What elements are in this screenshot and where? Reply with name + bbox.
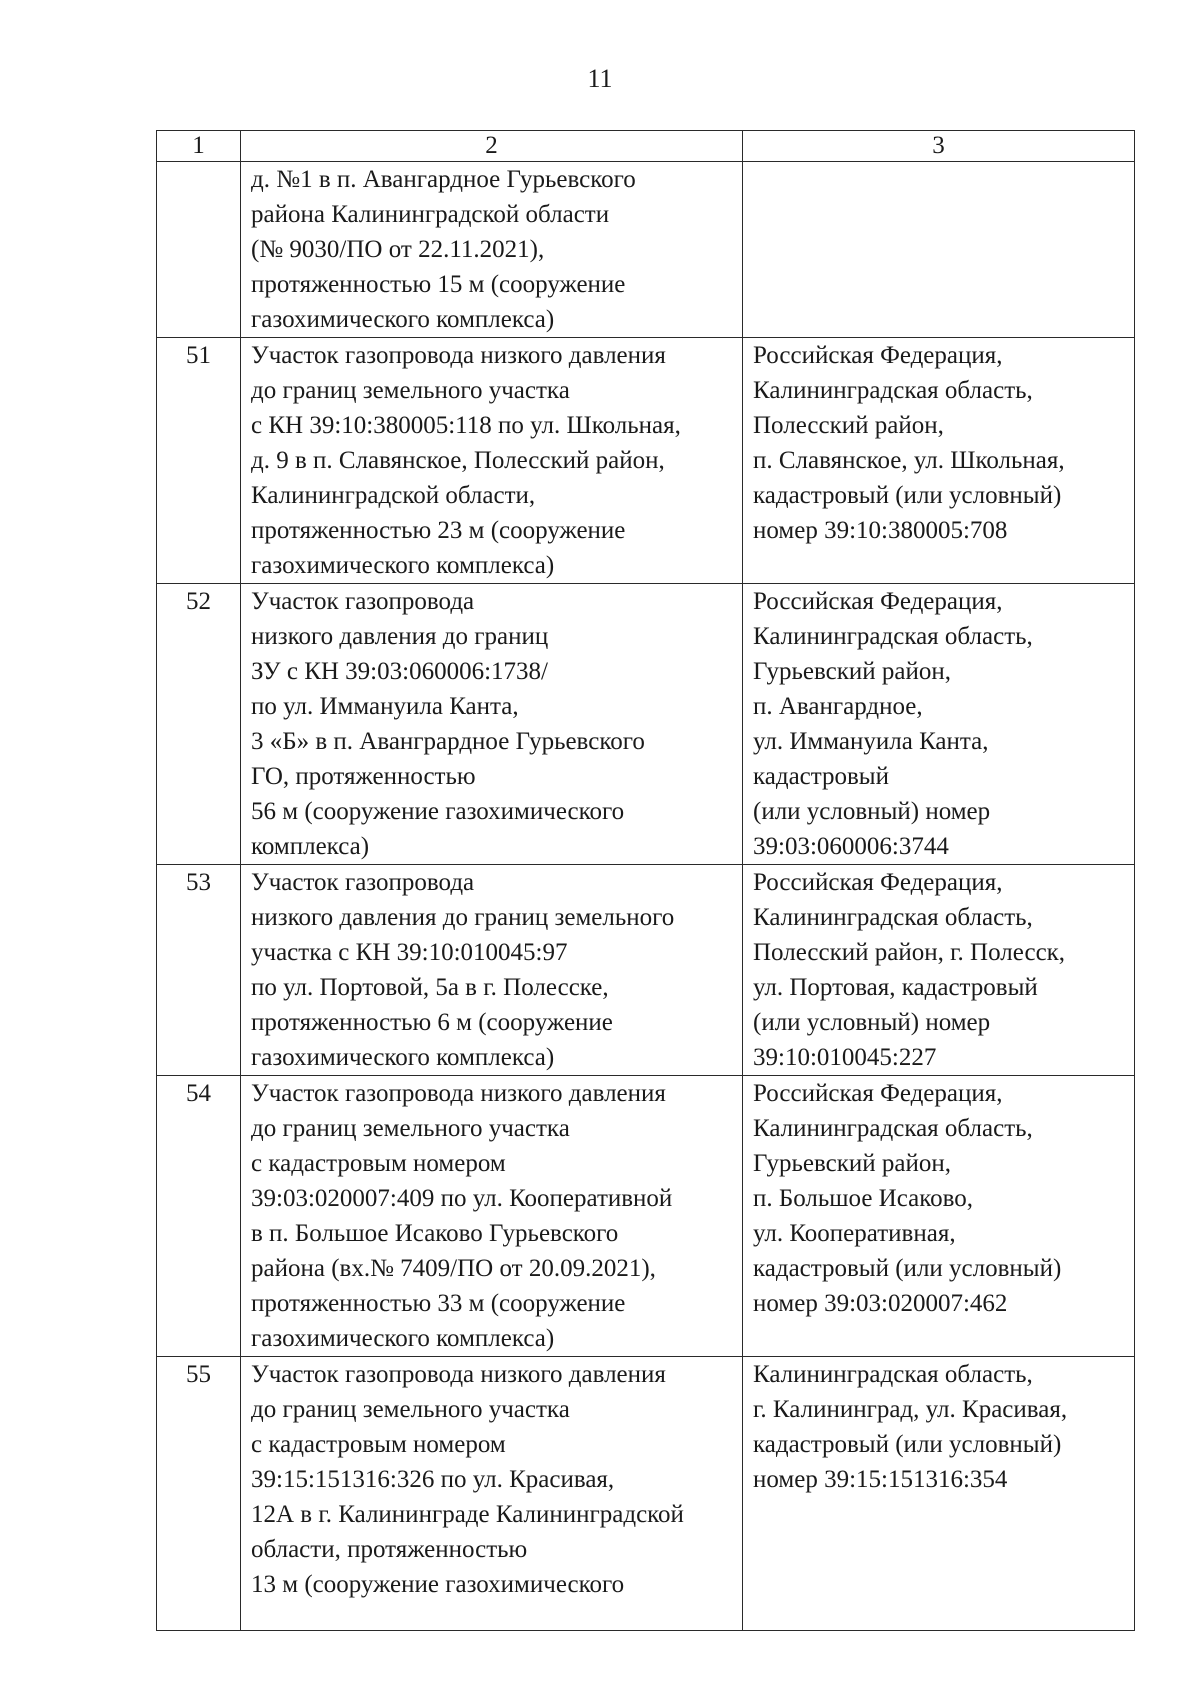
- column-header-number: 1: [157, 131, 241, 162]
- row-number-cell: 53: [157, 865, 241, 1076]
- location-line: Российская Федерация,: [753, 869, 1003, 896]
- location-line: кадастровый (или условный): [753, 1255, 1062, 1282]
- location-line: Российская Федерация,: [753, 342, 1003, 369]
- location-line: номер 39:15:151316:354: [753, 1466, 1008, 1493]
- description-line: 12А в г. Калининграде Калининградской: [251, 1501, 684, 1528]
- location-line: п. Авангардное,: [753, 693, 923, 720]
- page-number: 11: [587, 64, 613, 93]
- description-line: протяженностью 33 м (сооружение: [251, 1290, 626, 1317]
- table-row: [157, 584, 1135, 865]
- location-line: номер 39:03:020007:462: [753, 1290, 1008, 1317]
- location-line: Гурьевский район,: [753, 658, 952, 685]
- description-line: Калининградской области,: [251, 482, 536, 509]
- location-cell: [743, 865, 1135, 1076]
- description-cell: [241, 584, 743, 865]
- location-line: 39:03:060006:3744: [753, 833, 949, 860]
- location-line: Калининградская область,: [753, 623, 1033, 650]
- description-line: комплекса): [251, 833, 370, 860]
- description-line: до границ земельного участка: [251, 1396, 570, 1423]
- description-line: газохимического комплекса): [251, 1325, 555, 1352]
- description-line: по ул. Портовой, 5а в г. Полесске,: [251, 974, 609, 1001]
- description-cell: [241, 162, 743, 338]
- register-table: [156, 130, 1135, 1631]
- description-line: газохимического комплекса): [251, 1044, 555, 1071]
- column-header-location: 3: [743, 131, 1135, 162]
- table-row: [157, 865, 1135, 1076]
- description-line: 56 м (сооружение газохимического: [251, 798, 625, 825]
- location-line: ул. Кооперативная,: [753, 1220, 956, 1247]
- location-line: ул. Иммануила Канта,: [753, 728, 989, 755]
- location-line: Калининградская область,: [753, 377, 1033, 404]
- description-line: с кадастровым номером: [251, 1431, 506, 1458]
- row-number-cell: 55: [157, 1357, 241, 1631]
- description-line: 3 «Б» в п. Авангрардное Гурьевского: [251, 728, 645, 755]
- location-cell: [743, 162, 1135, 338]
- location-line: п. Славянское, ул. Школьная,: [753, 447, 1065, 474]
- location-cell: [743, 584, 1135, 865]
- location-cell: [743, 1076, 1135, 1357]
- description-line: (№ 9030/ПО от 22.11.2021),: [251, 236, 545, 263]
- location-cell: [743, 338, 1135, 584]
- description-line: низкого давления до границ: [251, 623, 549, 650]
- row-number-cell: 52: [157, 584, 241, 865]
- description-cell: [241, 1357, 743, 1631]
- description-line: в п. Большое Исаково Гурьевского: [251, 1220, 619, 1247]
- description-line: области, протяженностью: [251, 1536, 528, 1563]
- description-line: с кадастровым номером: [251, 1150, 506, 1177]
- location-line: Полесский район,: [753, 412, 944, 439]
- location-line: Калининградская область,: [753, 1361, 1033, 1388]
- description-line: газохимического комплекса): [251, 306, 555, 333]
- location-line: кадастровый (или условный): [753, 1431, 1062, 1458]
- description-line: 13 м (сооружение газохимического: [251, 1571, 625, 1598]
- description-line: ГО, протяженностью: [251, 763, 476, 790]
- location-line: номер 39:10:380005:708: [753, 517, 1008, 544]
- description-line: до границ земельного участка: [251, 1115, 570, 1142]
- table-row: [157, 338, 1135, 584]
- location-line: Калининградская область,: [753, 904, 1033, 931]
- location-line: ул. Портовая, кадастровый: [753, 974, 1038, 1001]
- location-line: (или условный) номер: [753, 1009, 991, 1036]
- description-line: 39:03:020007:409 по ул. Кооперативной: [251, 1185, 673, 1212]
- table-row: [157, 1357, 1135, 1631]
- row-number-cell: 54: [157, 1076, 241, 1357]
- description-line: района Калининградской области: [251, 201, 610, 228]
- table-header-row: [157, 131, 1135, 162]
- table-row: [157, 1076, 1135, 1357]
- location-cell: [743, 1357, 1135, 1631]
- location-line: (или условный) номер: [753, 798, 991, 825]
- description-line: ЗУ с КН 39:03:060006:1738/: [251, 658, 548, 685]
- location-line: Российская Федерация,: [753, 588, 1003, 615]
- location-line: 39:10:010045:227: [753, 1044, 937, 1071]
- description-line: газохимического комплекса): [251, 552, 555, 579]
- description-line: д. №1 в п. Авангардное Гурьевского: [251, 166, 636, 193]
- location-line: г. Калининград, ул. Красивая,: [753, 1396, 1068, 1423]
- location-line: п. Большое Исаково,: [753, 1185, 973, 1212]
- location-line: Полесский район, г. Полесск,: [753, 939, 1066, 966]
- description-cell: [241, 1076, 743, 1357]
- description-line: Участок газопровода низкого давления: [251, 1080, 666, 1107]
- description-line: Участок газопровода: [251, 869, 475, 896]
- description-line: д. 9 в п. Славянское, Полесский район,: [251, 447, 665, 474]
- description-cell: [241, 338, 743, 584]
- location-line: Калининградская область,: [753, 1115, 1033, 1142]
- row-number-cell: 51: [157, 338, 241, 584]
- location-line: Гурьевский район,: [753, 1150, 952, 1177]
- description-line: Участок газопровода низкого давления: [251, 1361, 666, 1388]
- row-number-cell: [157, 162, 241, 338]
- location-line: кадастровый (или условный): [753, 482, 1062, 509]
- column-header-description: 2: [241, 131, 743, 162]
- description-line: до границ земельного участка: [251, 377, 570, 404]
- description-line: протяженностью 6 м (сооружение: [251, 1009, 613, 1036]
- description-line: 39:15:151316:326 по ул. Красивая,: [251, 1466, 615, 1493]
- description-line: Участок газопровода низкого давления: [251, 342, 666, 369]
- location-line: Российская Федерация,: [753, 1080, 1003, 1107]
- description-line: Участок газопровода: [251, 588, 475, 615]
- table-row: [157, 162, 1135, 338]
- description-line: района (вх.№ 7409/ПО от 20.09.2021),: [251, 1255, 656, 1282]
- description-line: с КН 39:10:380005:118 по ул. Школьная,: [251, 412, 681, 439]
- description-line: протяженностью 23 м (сооружение: [251, 517, 626, 544]
- description-line: по ул. Иммануила Канта,: [251, 693, 519, 720]
- description-line: протяженностью 15 м (сооружение: [251, 271, 626, 298]
- description-line: низкого давления до границ земельного: [251, 904, 675, 931]
- description-line: участка с КН 39:10:010045:97: [251, 939, 568, 966]
- description-cell: [241, 865, 743, 1076]
- location-line: кадастровый: [753, 763, 889, 790]
